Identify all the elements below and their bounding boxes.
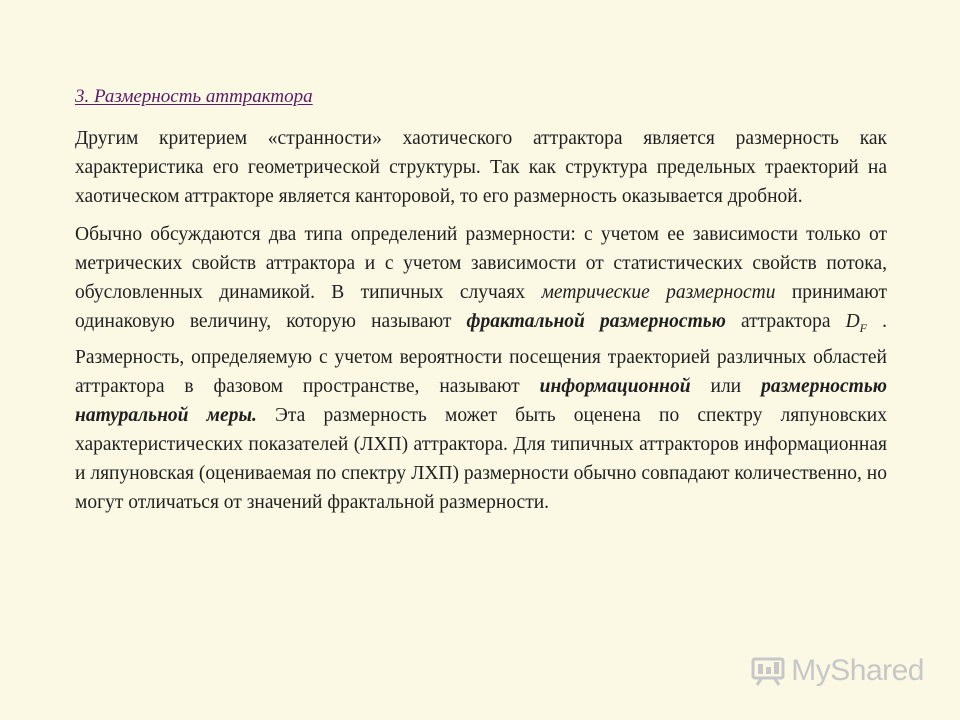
p2-text-3: аттрактора — [725, 311, 846, 332]
information-dimension-term: информационной — [539, 375, 691, 397]
df-symbol — [845, 311, 868, 335]
p2-text-5: или — [690, 375, 762, 397]
df-base: D — [845, 311, 860, 332]
slide-content — [75, 82, 887, 526]
p2-text-2: принимают одинаковую величину, которую называют — [75, 282, 888, 332]
paragraph-1: Другим критерием «странности» хаотического аттрактора является размерность как характеристика его геометрической структуры. Так как структура предельных траекторий на хаотическом аттракторе является канторовой, то его размерность оказывается дробной. — [75, 128, 887, 207]
fractal-dimension-term: фрактальной размерностью — [466, 311, 726, 332]
df-subscript: F — [859, 320, 868, 335]
natural-measure-term: размерностью натуральной меры. — [75, 375, 887, 426]
p2-text-1: Обычно обсуждаются два типа определений размерности: с учетом ее зависимости только от метрических свойств аттрактора и с учетом зависимости от статистических свойств потока, обусловленных динамикой. В типичных случаях — [75, 224, 887, 303]
paragraph-2 — [75, 220, 887, 517]
p2-text-4: . Размерность, определяемую с учетом вероятности посещения траекторией различных областей аттрактора в фазовом пространстве, называют — [75, 311, 887, 397]
p2-text-6: Эта размерность может быть оценена по спектру ляпуновских характеристических показателей (ЛХП) аттрактора. Для типичных аттракторов информационная и ляпуновская (оцениваемая по спектру ЛХП) размерности обычно совпадают количественно, но могут отличаться от значений фрактальной размерности. — [75, 404, 887, 513]
watermark-logo — [751, 654, 924, 688]
watermark-text: MyShared — [791, 654, 924, 687]
section-heading: 3. Размерность аттрактора — [75, 86, 313, 107]
metric-dimensions-term: метрические размерности — [541, 282, 776, 303]
presentation-board-icon — [751, 656, 785, 686]
